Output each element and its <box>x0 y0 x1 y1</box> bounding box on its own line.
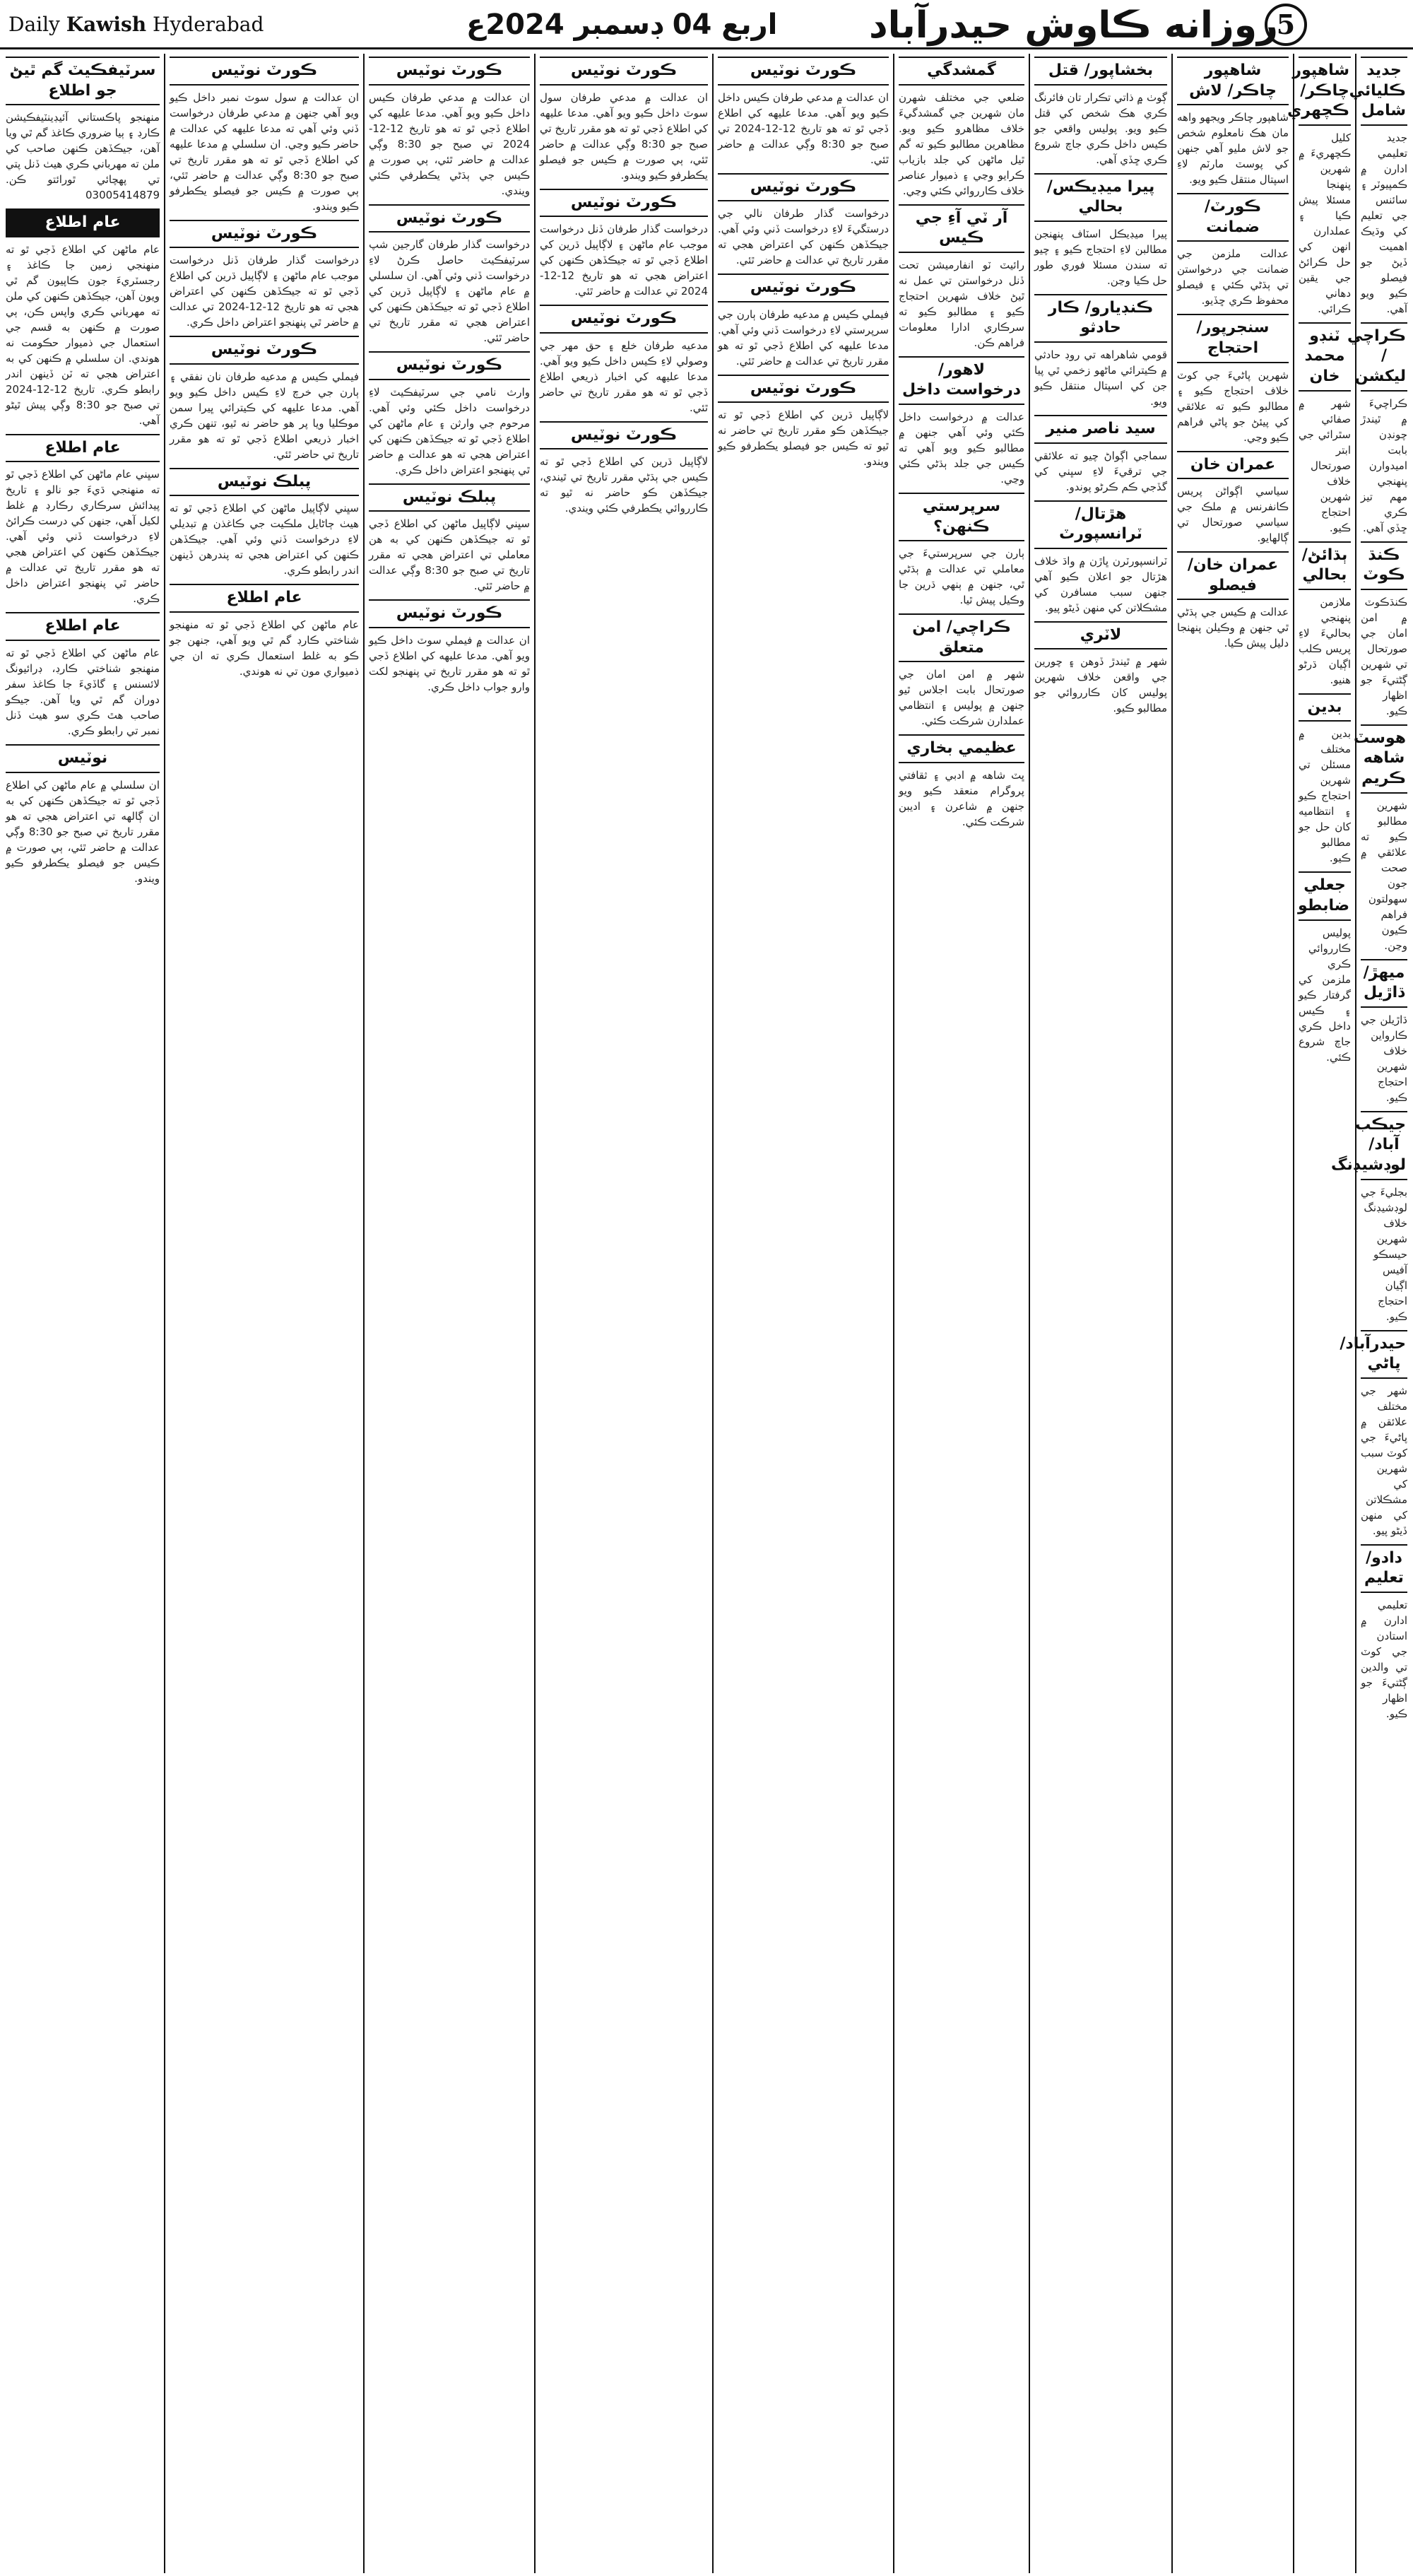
notice-body: ان عدالت ۾ فيملي سوٽ داخل ڪيو ويو آهي. مدعا عليهه کي اطلاع ڏجي ٿو ته هو مقرر تاريخ تي پنهنجو لکت وارو جواب داخل ڪري. <box>369 633 530 693</box>
notice-block <box>369 599 530 695</box>
notice-body: ڳوٺ ۾ ذاتي تڪرار تان فائرنگ ڪري هڪ شخص کي قتل ڪيو ويو. پوليس واقعي جو ڪيس داخل ڪري جاچ شروع ڪري ڇڏي آهي. <box>1034 90 1167 166</box>
notice-heading: ميهڙ/ ڌاڙيل <box>1361 959 1407 1008</box>
notice-body: منهنجو پاڪستاني آئيڊينٽيفڪيشن ڪارڊ ۽ ٻيا ضروري ڪاغذ گم ٿي ويا آهن، جيڪڏهن ڪنهن صاحب کي ملن ته مهرباني ڪري هيٺ ڏنل پتي تي پهچائي ٿورائتو ڪن. 03005414879 <box>6 111 160 202</box>
notice-block <box>540 421 708 517</box>
notice-body: عدالت ملزمن جي ضمانت جي درخواستن تي ٻڌڻي ڪئي ۽ فيصلو محفوظ ڪري ڇڏيو. <box>1177 247 1289 307</box>
notice-body: سياسي اڳواڻن پريس ڪانفرنس ۾ ملڪ جي سياسي صورتحال تي ڳالهايو. <box>1177 485 1289 545</box>
notice-body: رائيٽ ٽو انفارميشن تحت ڏنل درخواستن تي عمل نه ٿيڻ خلاف شهرين احتجاج ڪيو ۽ مطالبو ڪيو ته سرڪاري ادارا معلومات فراهم ڪن. <box>899 258 1024 349</box>
notice-block <box>1349 57 1407 317</box>
notice-heading: سرپرستي ڪنهن؟ <box>899 493 1024 541</box>
notice-heading: سرٽيفڪيٽ گم ٿيڻ جو اطلاع <box>6 57 160 105</box>
notice-body: شهرين پاڻيءَ جي کوٽ خلاف احتجاج ڪيو ۽ مطالبو ڪيو ته علائقي کي پيئڻ جو پاڻي فراهم ڪيو وڃي. <box>1177 368 1289 444</box>
notice-heading: جعلي ضابطو <box>1299 871 1351 920</box>
notice-block <box>1177 57 1289 187</box>
notice-block <box>718 173 889 269</box>
notice-block <box>1299 322 1351 536</box>
notice-block <box>1177 193 1289 308</box>
notice-block <box>1034 57 1167 167</box>
notice-heading: نوٽيس <box>6 744 160 773</box>
notice-heading: هڙتال/ ٽرانسپورٽ <box>1034 500 1167 549</box>
notice-body: وارث نامي جي سرٽيفڪيٽ لاءِ درخواست داخل ڪئي وئي آهي. مرحوم جي وارثن ۽ عام ماڻهن کي اطلاع ڏجي ٿو ته جيڪڏهن ڪنهن کي اعتراض هجي ته هو عدالت ۾ حاضر ٿي پنهنجو اعتراض داخل ڪري. <box>369 385 530 476</box>
column-divider <box>1171 54 1173 2573</box>
notice-block <box>1354 724 1407 953</box>
column-10 <box>1331 54 1410 2573</box>
notice-heading: بخشاپور/ قتل <box>1034 57 1167 86</box>
notice-body: عام ماڻهن کي اطلاع ڏجي ٿو ته منهنجو شناختي ڪارڊ گم ٿي ويو آهي، جنهن جو ڪو به غلط استعمال ڪري ته ان جي ذميواري مون تي نه هوندي. <box>170 618 359 678</box>
notice-block <box>1177 451 1289 546</box>
notice-block <box>899 57 1024 199</box>
notice-block <box>1361 541 1407 719</box>
notice-heading: ڪورٽ نوٽيس <box>170 336 359 365</box>
notice-heading: عظيمي بخاري <box>899 734 1024 763</box>
notice-body: ڪنڌڪوٽ ۾ امن امان جي صورتحال تي شهرين ڳڻتيءَ جو اظهار ڪيو. <box>1361 595 1407 717</box>
notice-block <box>1347 322 1407 536</box>
notice-heading: ڪورٽ نوٽيس <box>369 204 530 233</box>
notice-body: لاڳاپيل ڌرين کي اطلاع ڏجي ٿو ته جيڪڏهن ڪو مقرر تاريخ تي حاضر نه ٿيو ته ڪيس جو فيصلو يڪطرفو ڪيو ويندو. <box>718 408 889 469</box>
notice-block <box>6 57 160 203</box>
masthead <box>0 0 1413 49</box>
issue-date: اربع 04 ڊسمبر 2024ع <box>466 8 778 41</box>
notice-block <box>1034 415 1167 495</box>
notice-block <box>540 305 708 416</box>
notice-body: لاڳاپيل ڌرين کي اطلاع ڏجي ٿو ته ڪيس جي ٻڌڻي مقرر تاريخ تي ٿيندي، جيڪڏهن ڪو حاضر نه ٿيو ته ڪارروائي يڪطرفي ڪئي ويندي. <box>540 455 708 515</box>
notice-body: ڪراچيءَ ۾ ٿيندڙ چونڊن بابت اميدوارن پنهنجي مهم تيز ڪري ڇڏي آهي. <box>1361 396 1407 534</box>
notice-block <box>170 584 359 679</box>
column-7 <box>1031 54 1170 2573</box>
column-divider <box>363 54 365 2573</box>
notice-body: ڌاڙيلن جي ڪارواين خلاف شهرين احتجاج ڪيو. <box>1361 1013 1407 1104</box>
notice-block <box>1331 1111 1407 1324</box>
notice-heading: ڪورٽ نوٽيس <box>718 57 889 86</box>
page-number-badge: 5 <box>1265 4 1307 46</box>
notice-body: سڀني لاڳاپيل ماڻهن کي اطلاع ڏجي ٿو ته جيڪڏهن ڪنهن کي به هن معاملي تي اعتراض هجي ته مقرر تاريخ تي صبح جو 8:30 وڳي عدالت ۾ حاضر ٿئي. <box>369 517 530 593</box>
column-9 <box>1287 54 1354 2573</box>
notice-block <box>899 734 1024 830</box>
column-divider <box>1355 54 1356 2573</box>
notice-heading: پبلڪ نوٽيس <box>170 468 359 497</box>
column-2 <box>167 54 362 2573</box>
notice-block <box>1340 1330 1407 1539</box>
notice-heading: جيڪب آباد/ لوڊشيڊنگ <box>1361 1111 1407 1180</box>
notice-body: ضلعي جي مختلف شهرن مان شهرين جي گمشدگيءَ خلاف مظاهرو ڪيو ويو. مظاهرين مطالبو ڪيو ته گم ٿيل ماڻهن کي جلد بازياب ڪرايو وڃي ۽ ذميوار عناصر خلاف ڪارروائي ڪئي وڃي. <box>899 90 1024 197</box>
notice-block <box>540 57 708 183</box>
notice-heading: ڪورٽ نوٽيس <box>369 599 530 628</box>
notice-body: درخواست گذار طرفان ڏنل درخواست موجب عام ماڻهن ۽ لاڳاپيل ڌرين کي اطلاع ڏجي ٿو ته جيڪڏهن ڪنهن کي اعتراض هجي ته هو تاريخ 12-12-2024 تي عدالت ۾ حاضر ٿئي. <box>540 223 708 298</box>
notice-body: شهر ۾ ٿيندڙ ڏوهن ۽ چورين جي واقعن خلاف شهرين پوليس کان ڪارروائي جو مطالبو ڪيو. <box>1034 655 1167 715</box>
column-divider <box>893 54 894 2573</box>
notice-block <box>6 744 160 886</box>
notice-block <box>1034 294 1167 409</box>
notice-block <box>170 336 359 462</box>
notice-body: ٽرانسپورٽرن ڀاڙن ۾ واڌ خلاف هڙتال جو اعلان ڪيو آهي جنهن سبب مسافرن کي مشڪلاتن کي منهن ڏيڻو پيو. <box>1034 554 1167 614</box>
nameplate-prefix: Daily <box>8 13 60 36</box>
notice-body: تعليمي ادارن ۾ استادن جي کوٽ تي والدين ڳڻتيءَ جو اظهار ڪيو. <box>1361 1598 1407 1720</box>
notice-block <box>369 204 530 346</box>
notice-heading: بدين <box>1299 693 1351 722</box>
notice-block <box>170 468 359 579</box>
notice-heading: گمشدگي <box>899 57 1024 86</box>
notice-heading: عمران خان <box>1177 451 1289 480</box>
notice-body: پوليس ڪارروائي ڪري ملزمن کي گرفتار ڪيو ۽ ڪيس داخل ڪري جاچ شروع ڪئي. <box>1299 926 1351 1064</box>
notice-block <box>1299 693 1351 866</box>
notice-heading: ڪورٽ نوٽيس <box>718 274 889 302</box>
notice-body: عدالت ۾ ڪيس جي ٻڌڻي ٿي جنهن ۾ وڪيلن پنهنجا دليل پيش ڪيا. <box>1177 606 1289 650</box>
notice-block <box>6 434 160 607</box>
column-4 <box>537 54 711 2573</box>
notice-heading: عام اطلاع <box>6 612 160 641</box>
notice-body: ملازمن پنهنجي بحاليءَ لاءِ پريس ڪلب اڳيان ڌرڻو هنيو. <box>1299 595 1351 686</box>
notice-heading: جديد ڪليائي شامل <box>1361 57 1407 126</box>
notice-heading: ٻڌائڻ/ بحالي <box>1299 541 1351 590</box>
notice-block <box>369 351 530 478</box>
notice-heading: ڪورٽ نوٽيس <box>369 351 530 380</box>
notice-heading: عام اطلاع <box>6 208 160 237</box>
notice-heading: شاهپور چاڪر/ ڪچهري <box>1299 57 1351 126</box>
column-divider <box>1293 54 1294 2573</box>
notice-block <box>1287 57 1351 317</box>
notice-block <box>170 57 359 214</box>
notice-body: فيملي ڪيس ۾ مدعيه طرفان ٻارن جي سرپرستي لاءِ درخواست ڏني وئي آهي. مدعا عليهه کي اطلاع ڏجي ٿو ته هو مقرر تاريخ تي عدالت ۾ حاضر ٿئي. <box>718 307 889 367</box>
notice-block <box>6 208 160 428</box>
notice-heading: ڪنڌ ڪوٽ <box>1361 541 1407 590</box>
notice-block <box>1299 871 1351 1064</box>
notice-body: پيرا ميڊيڪل اسٽاف پنهنجن مطالبن لاءِ احتجاج ڪيو ۽ چيو ته سندن مسئلا فوري طور حل ڪيا وڃن. <box>1034 227 1167 287</box>
notice-heading: سيد ناصر منير <box>1034 415 1167 444</box>
notice-body: مدعيه طرفان خلع ۽ حق مهر جي وصولي لاءِ ڪيس داخل ڪيو ويو آهي. مدعا عليهه کي اخبار ذريعي اطلاع ڏجي ٿو ته هو مقرر تاريخ تي حاضر ٿئي. <box>540 339 708 414</box>
notice-body: فيملي ڪيس ۾ مدعيه طرفان نان نفقي ۽ ٻارن جي خرچ لاءِ ڪيس داخل ڪيو ويو آهي. مدعا عليهه کي ڪيترائي ڀيرا سمن موڪليا ويا پر هو حاضر نه ٿيو، تنهن ڪري اخبار ذريعي اطلاع ڏجي ٿو ته هو مقرر تاريخ تي حاضر ٿئي. <box>170 370 359 461</box>
notice-heading: سنجرپور/ احتجاج <box>1177 314 1289 363</box>
notice-heading: ڪورٽ نوٽيس <box>718 173 889 202</box>
notice-body: ان عدالت ۾ مدعي طرفان ڪيس داخل ڪيو ويو آهي. مدعا عليهه کي اطلاع ڏجي ٿو ته هو تاريخ 12-12-2024 تي صبح جو 8:30 وڳي عدالت ۾ حاضر ٿئي، ٻي صورت ۾ ڪيس جي ٻڌڻي يڪطرفي ڪئي ويندي. <box>369 90 531 197</box>
notice-block <box>899 493 1024 608</box>
notice-body: ان عدالت ۾ مدعي طرفان سول سوٽ داخل ڪيو ويو آهي. مدعا عليهه کي اطلاع ڏجي ٿو ته هو مقرر تاريخ تي صبح جو 8:30 وڳي عدالت ۾ حاضر ٿئي، ٻي صورت ۾ ڪيس جو فيصلو يڪطرفو ڪيو ويندو. <box>540 90 708 182</box>
notice-block <box>899 204 1024 351</box>
notice-block <box>1361 959 1407 1105</box>
notice-heading: ڪورٽ نوٽيس <box>540 189 708 218</box>
notice-body: جديد تعليمي ادارن ۾ ڪمپيوٽر ۽ سائنس جي تعليم کي وڌيڪ اهميت ڏيڻ جو فيصلو ڪيو ويو آهي. <box>1361 131 1407 315</box>
nameplate-name: Kawish <box>66 13 147 36</box>
column-divider <box>164 54 165 2573</box>
notice-heading: ڪراچي / ليكشن <box>1361 322 1407 392</box>
notice-block <box>1361 1544 1407 1722</box>
column-5 <box>715 54 892 2573</box>
notice-block <box>718 375 889 470</box>
notice-heading: ٽنڊو محمد خان <box>1299 322 1351 392</box>
notice-heading: عام اطلاع <box>170 584 359 613</box>
notice-heading: پيرا ميڊيڪس/ بحالي <box>1034 173 1167 222</box>
notice-heading: ڪورٽ/ ضمانت <box>1177 193 1289 242</box>
notice-block <box>1034 500 1167 616</box>
notice-heading: ڪورٽ نوٽيس <box>369 57 530 86</box>
notice-block <box>718 274 889 369</box>
notice-block <box>369 483 530 594</box>
notice-body: بدين ۾ مختلف مسئلن تي شهرين احتجاج ڪيو ۽ انتظاميه کان حل جو مطالبو ڪيو. <box>1299 727 1351 865</box>
notice-heading: ڪورٽ نوٽيس <box>718 375 889 404</box>
notice-body: سماجي اڳواڻ چيو ته علائقي جي ترقيءَ لاءِ سڀني کي گڏجي ڪم ڪرڻو پوندو. <box>1034 449 1167 493</box>
notice-body: ان عدالت ۾ مدعي طرفان ڪيس داخل ڪيو ويو آهي. مدعا عليهه کي اطلاع ڏجي ٿو ته هو تاريخ 12-12-2024 تي صبح جو 8:30 وڳي عدالت ۾ حاضر ٿئي. <box>718 90 889 166</box>
column-8 <box>1174 54 1291 2573</box>
notice-body: عدالت ۾ درخواست داخل ڪئي وئي آهي جنهن ۾ مطالبو ڪيو ويو آهي ته ڪيس جي جلد ٻڌڻي ڪئي وڃي. <box>899 410 1024 486</box>
notice-block <box>1299 541 1351 688</box>
notice-body: درخواست گذار طرفان ڏنل درخواست موجب عام ماڻهن ۽ لاڳاپيل ڌرين کي اطلاع ڏجي ٿو ته جيڪڏهن ڪنهن کي اعتراض هجي ته هو تاريخ 12-12-2024 تي عدالت ۾ حاضر ٿي پنهنجو اعتراض داخل ڪري. <box>170 254 359 329</box>
notice-body: شهر ۾ صفائي سٿرائي جي ابتر صورتحال خلاف شهرين احتجاج ڪيو. <box>1299 396 1351 534</box>
notice-heading: ڪورٽ نوٽيس <box>540 421 708 450</box>
english-nameplate <box>8 13 264 36</box>
notice-body: عام ماڻهن کي اطلاع ڏجي ٿو ته منهنجو شناختي ڪارڊ، ڊرائيونگ لائسنس ۽ گاڏيءَ جا ڪاغذ سفر دوران گم ٿي ويا آهن. جيڪو صاحب هٿ ڪري سو هيٺ ڏنل نمبر تي رابطو ڪري. <box>6 646 160 737</box>
column-1 <box>3 54 162 2573</box>
notice-block <box>1177 314 1289 445</box>
notice-heading: هوسٽ شاهه ڪريم <box>1361 724 1407 794</box>
notice-heading: ڪنڊيارو/ ڪار حادثو <box>1034 294 1167 343</box>
notice-body: شهر ۾ امن امان جي صورتحال بابت اجلاس ٿيو جنهن ۾ پوليس ۽ انتظامي عملدارن شرڪت ڪئي. <box>899 668 1024 728</box>
notice-heading: ڪورٽ نوٽيس <box>540 305 708 334</box>
notice-heading: ڪورٽ نوٽيس <box>170 220 359 249</box>
newspaper-title: روزانه ڪاوش حيدرآباد <box>869 4 1278 47</box>
notice-block <box>718 57 889 167</box>
notice-body: شاهپور چاڪر ويجهو واهه مان هڪ نامعلوم شخص جو لاش مليو آهي جنهن کي پوسٽ مارٽم لاءِ اسپتال منتقل ڪيو ويو. <box>1177 111 1289 187</box>
notice-heading: آر ٽي آءِ جي ڪيس <box>899 204 1024 253</box>
notice-heading: ڪراچي/ امن متعلق <box>899 613 1024 662</box>
notice-body: کليل ڪچهريءَ ۾ شهرين پنهنجا مسئلا پيش ڪيا ۽ عملدارن انهن کي حل ڪرائڻ جي يقين دهاني ڪرائي. <box>1299 131 1351 315</box>
column-6 <box>896 54 1027 2573</box>
notice-body: شهرين مطالبو ڪيو ته علائقي ۾ صحت جون سهولتون فراهم ڪيون وڃن. <box>1361 799 1407 952</box>
notice-body: عام ماڻهن کي اطلاع ڏجي ٿو ته منهنجي زمين جا ڪاغذ ۽ رجسٽريءَ جون ڪاپيون گم ٿي ويون آهن، جيڪڏهن ڪنهن کي ملن ته مهرباني ڪري واپس ڪن، ٻي صورت ۾ ڪنهن به قسم جي استعمال جي ذميوار حڪومت نه هوندي. ان سلسلي ۾ ڪنهن کي به اعتراض هجي ته ٽن ڏينهن اندر رابطو ڪري. تاريخ 12-12-2024 تي صبح جو 8:30 وڳي پيش ٿيڻو آهي. <box>6 242 160 427</box>
notice-heading: عمران خان/ فيصلو <box>1177 551 1289 600</box>
notice-block <box>170 220 359 331</box>
notice-block <box>1177 551 1289 651</box>
notice-block <box>369 57 530 199</box>
column-divider <box>712 54 714 2573</box>
notice-body: بجليءَ جي لوڊشيڊنگ خلاف شهرين حيسڪو آفيس اڳيان احتجاج ڪيو. <box>1361 1185 1407 1323</box>
notice-body: شهر جي مختلف علائقن ۾ پاڻيءَ جي کوٽ سبب شهرين کي مشڪلاتن کي منهن ڏيڻو پيو. <box>1361 1384 1407 1537</box>
notice-body: درخواست گذار طرفان نالي جي درستگيءَ لاءِ درخواست ڏني وئي آهي. جيڪڏهن ڪنهن کي اعتراض هجي ته مقرر تاريخ تي عدالت ۾ حاضر ٿئي. <box>718 207 889 267</box>
notice-block <box>1034 621 1167 717</box>
notice-body: ڀٽ شاهه ۾ ادبي ۽ ثقافتي پروگرام منعقد ڪيو ويو جنهن ۾ شاعرن ۽ اديبن شرڪت ڪئي. <box>899 768 1024 828</box>
column-3 <box>366 54 533 2573</box>
notice-block <box>6 612 160 739</box>
notice-heading: حيدرآباد/ پاڻي <box>1361 1330 1407 1379</box>
column-divider <box>1029 54 1030 2573</box>
notice-body: قومي شاهراهه تي روڊ حادثي ۾ ڪيترائي ماڻهو زخمي ٿي پيا جن کي اسپتال منتقل ڪيو ويو. <box>1034 348 1167 408</box>
notice-block <box>540 189 708 300</box>
notice-heading: ڪورٽ نوٽيس <box>540 57 708 86</box>
notice-body: ان عدالت ۾ سول سوٽ نمبر داخل ڪيو ويو آهي جنهن ۾ مدعي طرفان درخواست ڏني وئي آهي ته مدعا عليهه کي عدالت ۾ حاضر ڪيو وڃي. ان سلسلي ۾ مدعا عليهه کي اطلاع ڏجي ٿو ته هو مقرر تاريخ تي صبح جو 8:30 وڳي عدالت ۾ حاضر ٿئي، ٻي صورت ۾ ڪيس جو فيصلو يڪطرفو ڪيو ويندو. <box>170 90 359 213</box>
notice-heading: شاهپور چاڪر/ لاش <box>1177 57 1289 105</box>
notice-heading: ڪورٽ نوٽيس <box>170 57 359 86</box>
notice-heading: لاٽري <box>1034 621 1167 650</box>
notice-body: ٻارن جي سرپرستيءَ جي معاملي تي عدالت ۾ ٻڌڻي ٿي، جنهن ۾ ٻنهي ڌرين جا وڪيل پيش ٿيا. <box>899 547 1024 607</box>
notice-block <box>899 356 1024 487</box>
notice-heading: پبلڪ نوٽيس <box>369 483 530 512</box>
notice-block <box>899 613 1024 729</box>
column-divider <box>534 54 536 2573</box>
nameplate-city: Hyderabad <box>153 13 264 36</box>
notice-body: درخواست گذار طرفان گارجين شپ سرٽيفڪيٽ حاصل ڪرڻ لاءِ درخواست ڏني وئي آهي. ان سلسلي ۾ عام ماڻهن ۽ لاڳاپيل ڌرين کي اطلاع ڏجي ٿو ته جيڪڏهن ڪنهن کي اعتراض هجي ته مقرر تاريخ تي حاضر ٿئي. <box>369 238 530 345</box>
notice-body: سڀني لاڳاپيل ماڻهن کي اطلاع ڏجي ٿو ته هيٺ ڄاڻايل ملڪيت جي ڪاغذن ۾ تبديلي لاءِ درخواست ڏني وئي آهي. جيڪڏهن ڪنهن کي اعتراض هجي ته پندرهن ڏينهن اندر رابطو ڪري. <box>170 502 359 577</box>
notice-body: سڀني عام ماڻهن کي اطلاع ڏجي ٿو ته منهنجي ڌيءَ جو نالو ۽ تاريخ پيدائش سرڪاري رڪارڊ ۾ غلط لکيل آهي، جنهن کي درست ڪرائڻ لاءِ درخواست ڏني وئي آهي. جيڪڏهن ڪنهن کي اعتراض هجي ته هو مقرر تاريخ تي عدالت ۾ حاضر ٿي پنهنجو اعتراض داخل ڪري. <box>6 468 160 606</box>
notice-heading: لاهور/ درخواست داخل <box>899 356 1024 405</box>
notice-body: ان سلسلي ۾ عام ماڻهن کي اطلاع ڏجي ٿو ته جيڪڏهن ڪنهن کي به ان ڳالهه تي اعتراض هجي ته هو مقرر تاريخ تي صبح جو 8:30 وڳي عدالت ۾ حاضر ٿئي، ٻي صورت ۾ ڪيس جو فيصلو يڪطرفو ڪيو ويندو. <box>6 778 160 885</box>
notice-heading: دادو/ تعليم <box>1361 1544 1407 1593</box>
notice-block <box>1034 173 1167 288</box>
notice-heading: عام اطلاع <box>6 434 160 463</box>
